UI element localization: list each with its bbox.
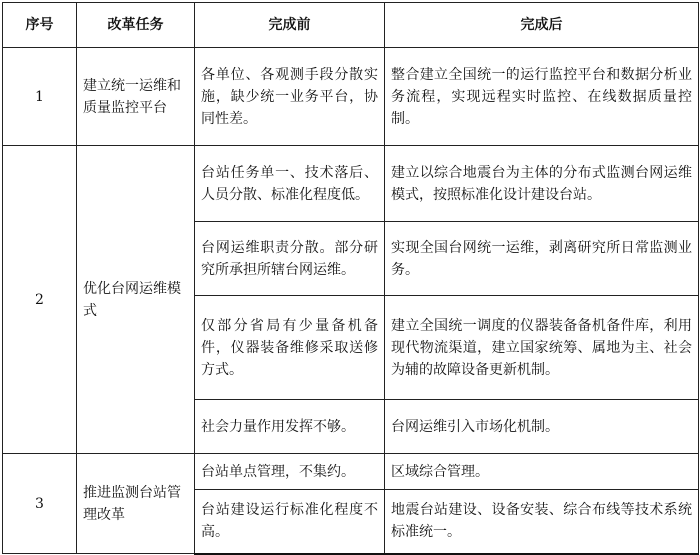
after-cell: 整合建立全国统一的运行监控平台和数据分析业务流程，实现远程实时监控、在线数据质量控制。 [385,48,699,146]
before-cell: 社会力量作用发挥不够。 [195,400,385,454]
after-cell: 区域综合管理。 [385,454,699,490]
before-cell: 台站单点管理，不集约。 [195,454,385,490]
group-2-task: 优化台网运维模式 [77,146,195,454]
table-row [3,146,699,222]
header-no: 序号 [3,3,77,48]
before-cell: 台网运维职责分散。部分研究所承担所辖台网运维。 [195,222,385,296]
header-after: 完成后 [385,3,699,48]
before-cell: 仅部分省局有少量备机备件，仪器装备维修采取送修方式。 [195,296,385,400]
after-cell: 地震台站建设、设备安装、综合布线等技术系统标准统一。 [385,490,699,554]
group-3-number: 3 [3,454,77,554]
table-row [3,454,699,490]
before-cell: 台站建设运行标准化程度不高。 [195,490,385,554]
group-3-task: 推进监测台站管理改革 [77,454,195,554]
before-cell: 台站任务单一、技术落后、人员分散、标准化程度低。 [195,146,385,222]
group-1-task: 建立统一运维和质量监控平台 [77,48,195,146]
header-before: 完成前 [195,3,385,48]
group-2-number: 2 [3,146,77,454]
reform-table [2,2,699,555]
after-cell: 建立全国统一调度的仪器装备备机备件库，利用现代物流渠道，建立国家统筹、属地为主、社会为辅的故障设备更新机制。 [385,296,699,400]
before-cell: 各单位、各观测手段分散实施，缺少统一业务平台，协同性差。 [195,48,385,146]
after-cell: 建立以综合地震台为主体的分布式监测台网运维模式，按照标准化设计建设台站。 [385,146,699,222]
group-1-number: 1 [3,48,77,146]
header-row [3,3,699,48]
after-cell: 实现全国台网统一运维，剥离研究所日常监测业务。 [385,222,699,296]
table-row [3,48,699,146]
header-task: 改革任务 [77,3,195,48]
after-cell: 台网运维引入市场化机制。 [385,400,699,454]
